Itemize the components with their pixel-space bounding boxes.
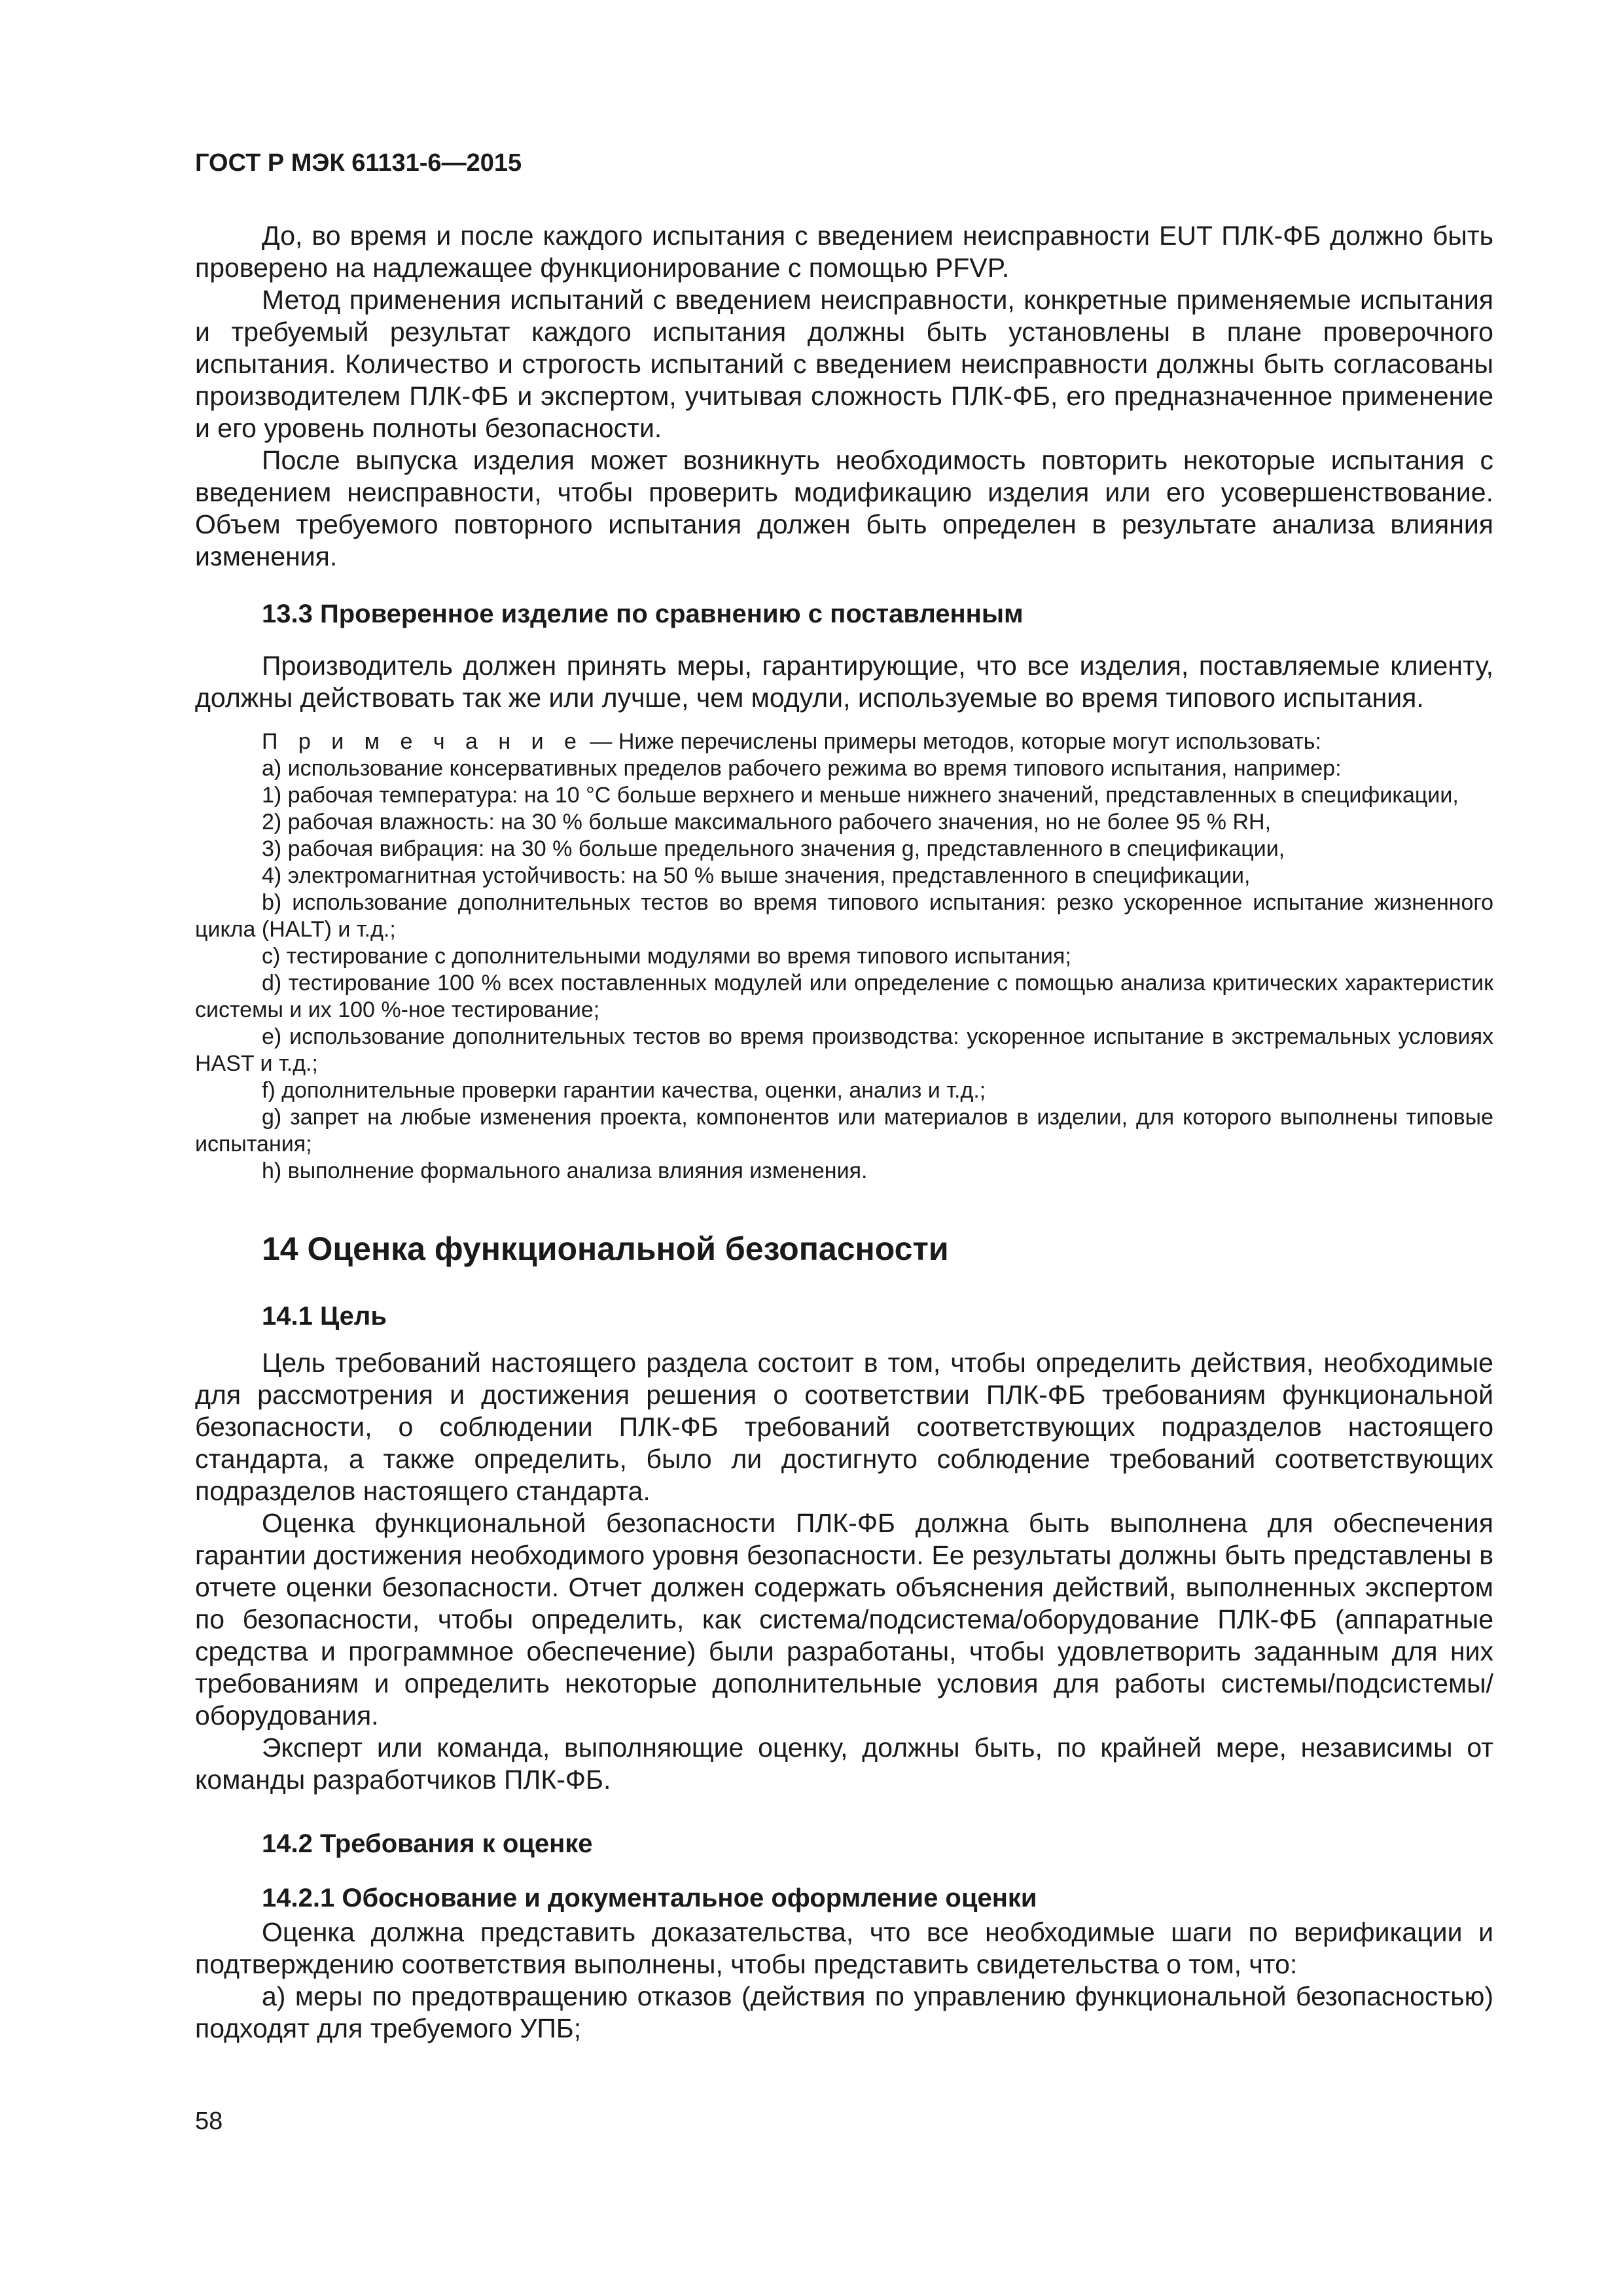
note-item: 1) рабочая температура: на 10 °С больше верхнего и меньше нижнего значений, представленных в спецификации, [262, 783, 1459, 808]
note-intro [195, 728, 1493, 755]
paragraph: Оценка функциональной безопасности ПЛК-ФБ должна быть выполнена для обеспечения гарантии достижения необходимого уровня безопасности. Ее результаты должны быть представлены в отчете оценки безопасности. Отчет должен содержать объяснения действий, выполненных экспертом по безопасности, чтобы определить, как система/подсистема/оборудование ПЛК-ФБ (аппаратные средства и программное обеспечение) были разработаны, чтобы удовлетворить заданным для них требованиям и определить некоторые дополнительные условия для работы системы/подсистемы/оборудования. [195, 1508, 1493, 1731]
note-item: 2) рабочая влажность: на 30 % больше максимального рабочего значения, но не более 95 % RH, [262, 810, 1272, 834]
note-item: b) использование дополнительных тестов во время типового испытания: резко ускоренное испытание жизненного цикла (HALT) и т.д.; [195, 890, 1493, 942]
paragraph: До, во время и после каждого испытания с введением неисправности EUT ПЛК-ФБ должно быть проверено на надлежащее функционирование с помощью PFVP. [195, 221, 1493, 283]
note-block [195, 728, 1493, 1185]
note-item: g) запрет на любые изменения проекта, компонентов или материалов в изделии, для которого выполнены типовые испытания; [195, 1105, 1493, 1157]
note-intro-text: — Ниже перечислены примеры методов, которые могут использовать: [583, 729, 1321, 754]
note-item: d) тестирование 100 % всех поставленных модулей или определение с помощью анализа критических характеристик системы и их 100 %-ное тестирование; [195, 971, 1493, 1022]
paragraph: Оценка должна представить доказательства, что все необходимые шаги по верификации и подтверждению соответствия выполнены, чтобы представить свидетельства о том, что: [195, 1917, 1493, 1979]
page-number: 58 [195, 2108, 223, 2135]
paragraph: Эксперт или команда, выполняющие оценку, должны быть, по крайней мере, независимы от команды разработчиков ПЛК-ФБ. [195, 1732, 1493, 1795]
document-header: ГОСТ Р МЭК 61131-6—2015 [195, 149, 522, 177]
section-heading-14: 14 Оценка функциональной безопасности [262, 1230, 949, 1267]
section-heading-14-2-1: 14.2.1 Обоснование и документальное оформление оценки [262, 1884, 1037, 1912]
paragraph: Производитель должен принять меры, гарантирующие, что все изделия, поставляемые клиенту, должны действовать так же или лучше, чем модули, используемые во время типового испытания. [195, 651, 1493, 713]
paragraph: После выпуска изделия может возникнуть необходимость повторить некоторые испытания с введением неисправности, чтобы проверить модификацию изделия или его усовершенствование. Объем требуемого повторного испытания должен быть определен в результате анализа влияния изменения. [195, 445, 1493, 571]
note-item: а) использование консервативных пределов рабочего режима во время типового испытания, например: [262, 756, 1342, 781]
paragraph: Цель требований настоящего раздела состоит в том, чтобы определить действия, необходимые для рассмотрения и достижения решения о соответствии ПЛК-ФБ требованиям функциональной безопасности, о соблюдении ПЛК-ФБ требований соответствующих подразделов настоящего стандарта, а также определить, было ли достигнуто соблюдение требований соответствующих подразделов настоящего стандарта. [195, 1348, 1493, 1506]
section-heading-14-1: 14.1 Цель [262, 1302, 387, 1331]
note-item: 3) рабочая вибрация: на 30 % больше предельного значения g, представленного в спецификации, [262, 836, 1285, 861]
page-content [195, 220, 1493, 2045]
paragraph: Метод применения испытаний с введением неисправности, конкретные применяемые испытания и требуемый результат каждого испытания должны быть установлены в плане проверочного испытания. Количество и строгость испытаний с введением неисправности должны быть согласованы производителем ПЛК-ФБ и экспертом, учитывая сложность ПЛК-ФБ, его предназначенное применение и его уровень полноты безопасности. [195, 285, 1493, 443]
section-heading-13-3: 13.3 Проверенное изделие по сравнению с поставленным [262, 600, 1024, 628]
paragraph: а) меры по предотвращению отказов (действия по управлению функциональной безопасностью) подходят для требуемого УПБ; [195, 1981, 1493, 2043]
note-item: 4) электромагнитная устойчивость: на 50 % выше значения, представленного в спецификации, [262, 863, 1251, 888]
note-item: e) использование дополнительных тестов во время производства: ускоренное испытание в экстремальных условиях HAST и т.д.; [195, 1024, 1493, 1076]
note-item: h) выполнение формального анализа влияния изменения. [262, 1158, 868, 1183]
note-label: П р и м е ч а н и е [262, 729, 584, 754]
section-heading-14-2: 14.2 Требования к оценке [262, 1829, 593, 1858]
note-item: c) тестирование с дополнительными модулями во время типового испытания; [262, 944, 1071, 969]
note-item: f) дополнительные проверки гарантии качества, оценки, анализ и т.д.; [262, 1078, 986, 1103]
